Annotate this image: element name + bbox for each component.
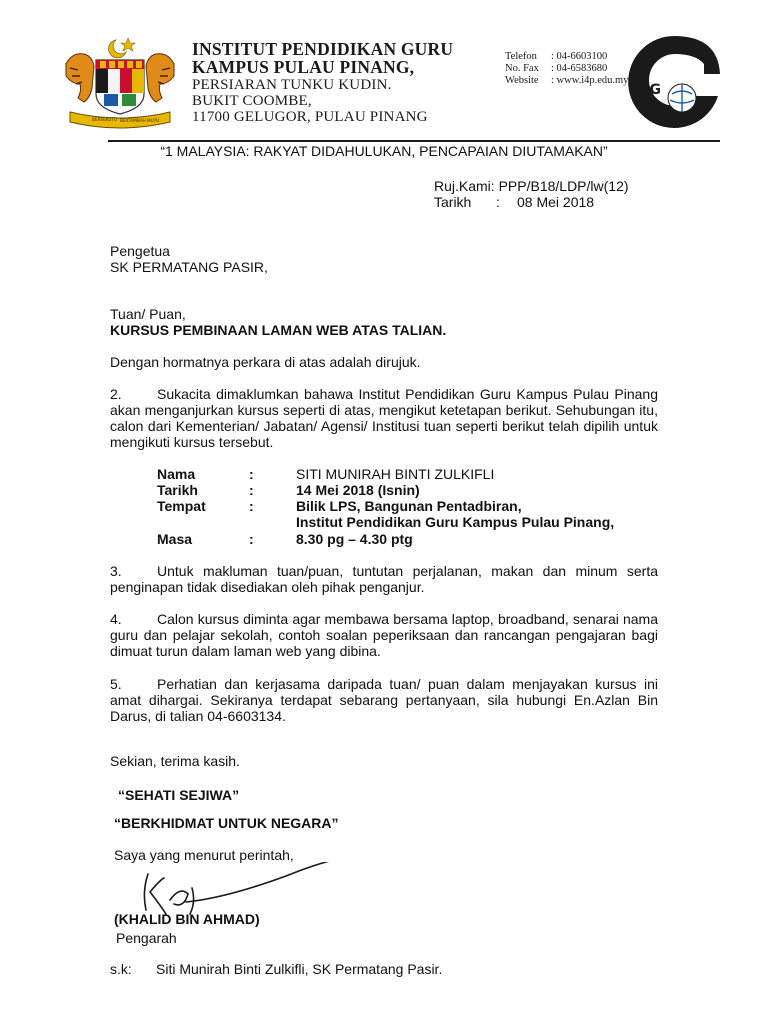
svg-text:IPG: IPG	[634, 82, 661, 98]
paragraph-text: Sukacita dimaklumkan bahawa Institut Pendidikan Guru Kampus Pulau Pinang akan menganjurkan kursus seperti di atas, mengikut ketetapan berikut. Sehubungan itu, calon dari Kementerian/ Jabatan/ Agensi/ Institusi tuan seperti berikut telah dipilih untuk mengikuti kursus tersebut.	[110, 386, 658, 450]
detail-separator: :	[249, 498, 254, 514]
institution-name-line1: INSTITUT PENDIDIKAN GURU	[192, 39, 454, 59]
signatory-title: Pengarah	[116, 930, 177, 946]
address-line2: BUKIT COOMBE,	[192, 93, 312, 109]
slogan-berkhidmat: “BERKHIDMAT UNTUK NEGARA”	[114, 815, 339, 831]
paragraph-text: Untuk makluman tuan/puan, tuntutan perjalanan, makan dan minum serta penginapan tidak disediakan oleh pihak penganjur.	[110, 563, 658, 595]
contact-website: Website : www.i4p.edu.my	[505, 75, 629, 86]
detail-label-masa: Masa	[157, 531, 193, 547]
paragraph-number: 2.	[110, 386, 122, 402]
letter-date-separator: :	[496, 194, 500, 210]
detail-label-nama: Nama	[157, 466, 196, 482]
address-line1: PERSIARAN TUNKU KUDIN.	[192, 77, 392, 93]
institution-name-line2: KAMPUS PULAU PINANG,	[192, 57, 415, 77]
detail-value-tempat-line2: Institut Pendidikan Guru Kampus Pulau Pinang,	[296, 514, 615, 530]
detail-label-tempat: Tempat	[157, 498, 206, 514]
svg-text:BERTAMBAH MUTU: BERTAMBAH MUTU	[120, 118, 160, 123]
subject-line: KURSUS PEMBINAAN LAMAN WEB ATAS TALIAN.	[110, 322, 447, 338]
salutation: Tuan/ Puan,	[110, 306, 186, 322]
paragraph-4	[110, 611, 658, 659]
detail-value-masa: 8.30 pg – 4.30 ptg	[296, 531, 413, 547]
paragraph-3	[110, 563, 658, 595]
closing-line: Sekian, terima kasih.	[110, 753, 240, 769]
coat-of-arms-logo	[56, 34, 184, 130]
reference-number	[434, 178, 629, 194]
signature-intro: Saya yang menurut perintah,	[114, 847, 294, 863]
institution-address	[192, 77, 428, 125]
detail-separator: :	[249, 482, 254, 498]
paragraph-number: 3.	[110, 563, 122, 579]
detail-separator: :	[249, 466, 254, 482]
paragraph-text: Perhatian dan kerjasama daripada tuan/ puan dalam menjayakan kursus ini amat dihargai. Sekiranya terdapat sebarang pertanyaan, sila hubungi En.Azlan Bin Darus, di talian 04-6603134.	[110, 676, 658, 724]
letter-date-label: Tarikh	[434, 194, 472, 210]
reference-value: PPP/B18/LDP/lw(12)	[498, 178, 629, 194]
paragraph-number: 4.	[110, 611, 122, 627]
reference-label: Ruj.Kami:	[434, 178, 495, 194]
paragraph-text: Calon kursus diminta agar membawa bersama laptop, broadband, senarai nama guru dan pelajar sekolah, contoh soalan peperiksaan dan rancangan pengajaran bagi dimuat turun dalam laman web yang dibina.	[110, 611, 658, 659]
letter-date-value: 08 Mei 2018	[517, 194, 595, 210]
contact-phone: Telefon : 04-6603100	[505, 51, 608, 62]
address-line3: 11700 GELUGOR, PULAU PINANG	[192, 109, 428, 125]
detail-value-tempat-line1: Bilik LPS, Bangunan Pentadbiran,	[296, 498, 522, 514]
svg-text:BERSEKUTU: BERSEKUTU	[92, 117, 118, 122]
contact-block	[505, 51, 628, 87]
detail-separator: :	[249, 531, 254, 547]
signatory-name: (KHALID BIN AHMAD)	[114, 911, 260, 927]
detail-label-tarikh: Tarikh	[157, 482, 198, 498]
cc-recipient: Siti Munirah Binti Zulkifli, SK Permatang Pasir.	[156, 961, 443, 977]
ipg-logo	[628, 34, 720, 132]
paragraph-number: 5.	[110, 676, 122, 692]
opening-line: Dengan hormatnya perkara di atas adalah dirujuk.	[110, 354, 421, 370]
slogan-sehati-sejiwa: “SEHATI SEJIWA”	[118, 787, 240, 803]
national-motto: “1 MALAYSIA: RAKYAT DIDAHULUKAN, PENCAPAIAN DIUTAMAKAN”	[160, 143, 608, 159]
recipient-school: SK PERMATANG PASIR,	[110, 259, 268, 275]
paragraph-5	[110, 676, 658, 724]
detail-value-nama: SITI MUNIRAH BINTI ZULKIFLI	[296, 466, 495, 482]
cc-label: s.k:	[110, 961, 132, 977]
recipient-title: Pengetua	[110, 243, 170, 259]
header-divider	[108, 140, 720, 142]
paragraph-2	[110, 386, 658, 450]
detail-value-tarikh: 14 Mei 2018 (Isnin)	[296, 482, 420, 498]
contact-fax: No. Fax : 04-6583680	[505, 63, 608, 74]
institution-name	[192, 40, 453, 76]
